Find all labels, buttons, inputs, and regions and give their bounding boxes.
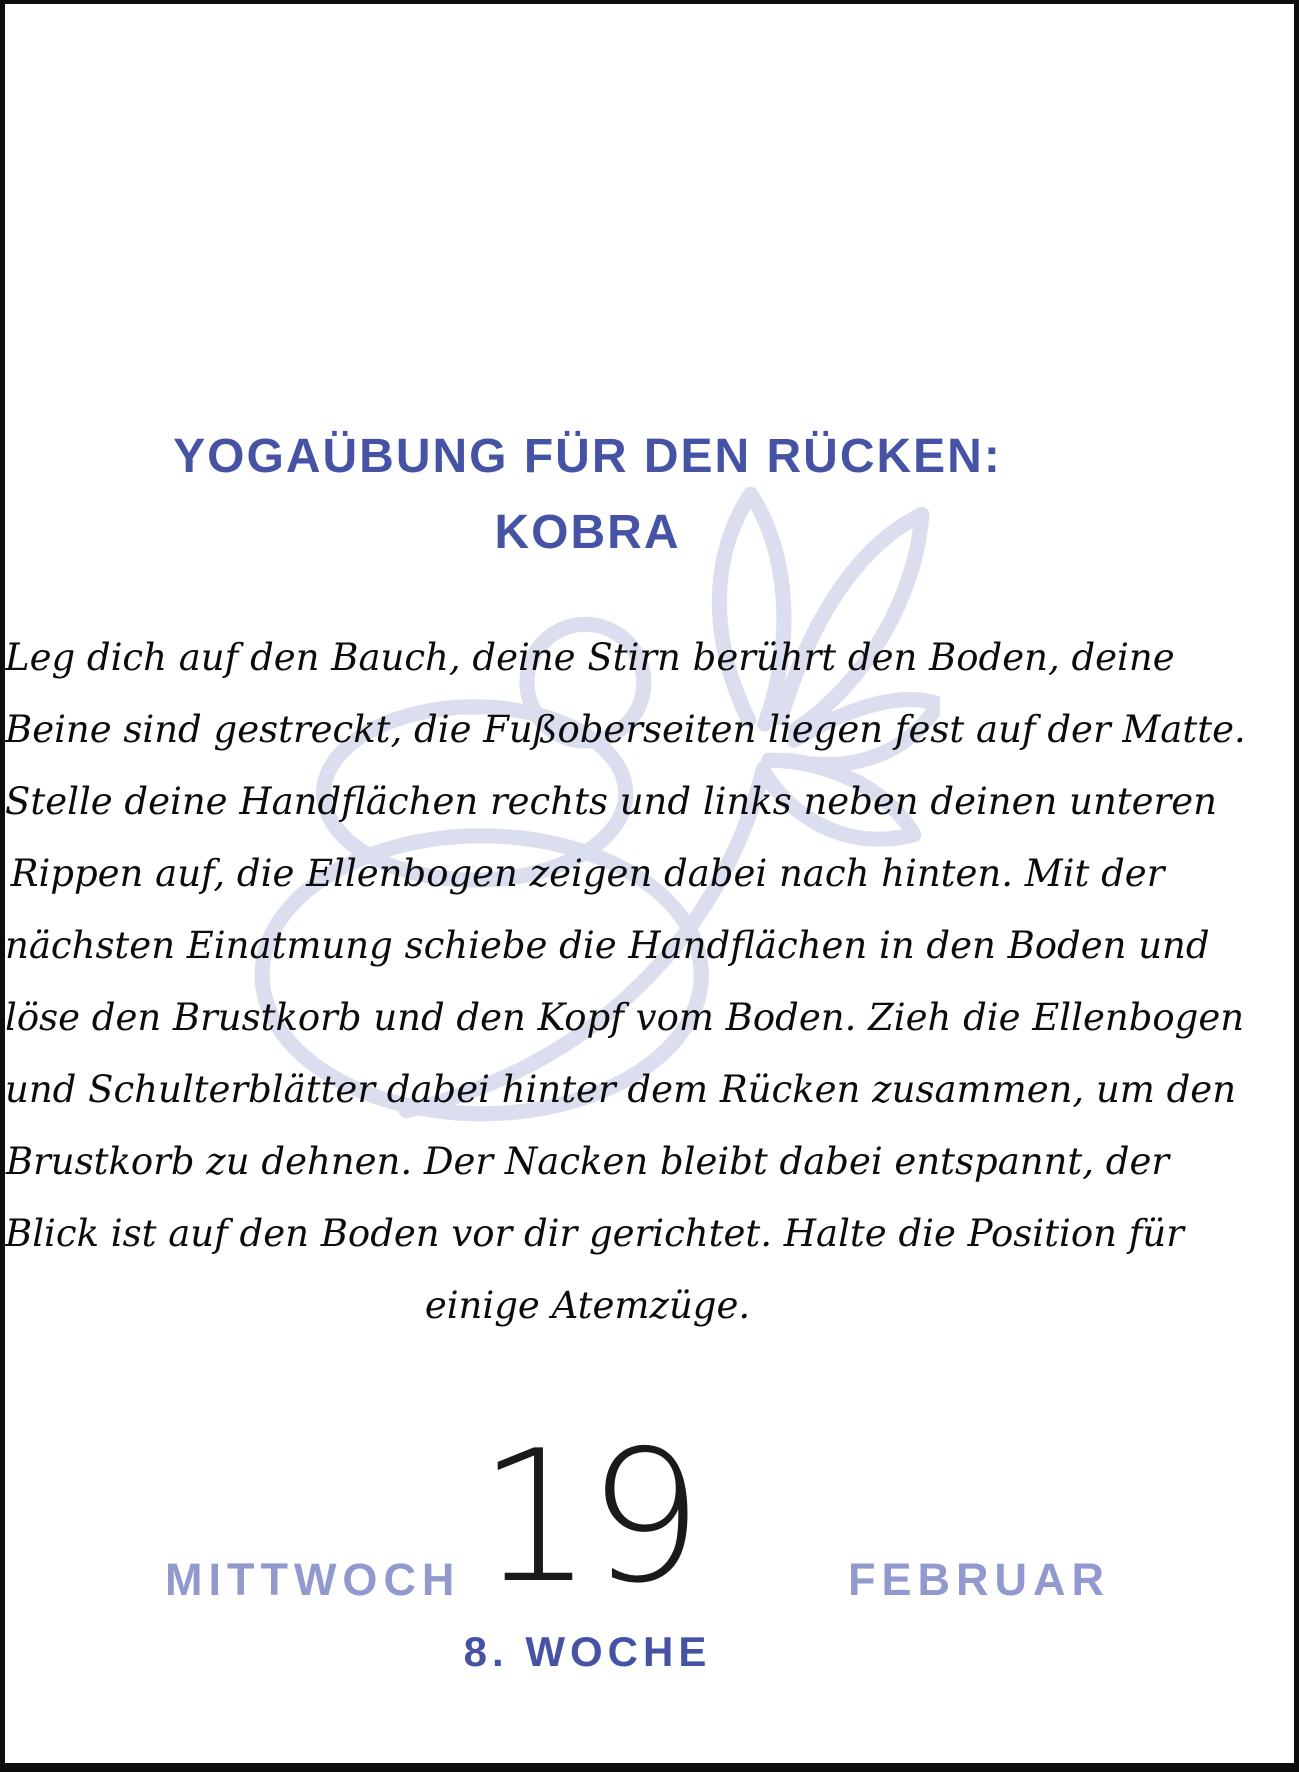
body-line: Rippen auf, die Ellenbogen zeigen dabei nach hinten. Mit der — [10, 852, 1165, 895]
body-line: einige Atemzüge. — [424, 1284, 751, 1327]
body-line: Beine sind gestreckt, die Fußoberseiten liegen fest auf der Matte. — [5, 708, 1246, 751]
day-number: 19 — [477, 1411, 698, 1623]
body-line: Leg dich auf den Bauch, deine Stirn berührt den Boden, deine — [5, 636, 1175, 679]
page-title — [5, 419, 1170, 571]
body-line: und Schulterblätter dabei hinter dem Rücken zusammen, um den — [5, 1068, 1237, 1111]
title-line-2: KOBRA — [494, 506, 681, 559]
body-line: nächsten Einatmung schiebe die Handflächen in den Boden und — [5, 924, 1210, 967]
body-line: Stelle deine Handflächen rechts und links neben deinen unteren — [5, 780, 1217, 823]
title-line-1: YOGAÜBUNG FÜR DEN RÜCKEN: — [173, 430, 1002, 483]
content-column — [5, 4, 1246, 1763]
exercise-description — [5, 622, 1246, 1342]
weekday-label: MITTWOCH — [165, 1554, 461, 1605]
body-line: Brustkorb zu dehnen. Der Nacken bleibt dabei entspannt, der — [5, 1140, 1170, 1183]
body-line: löse den Brustkorb und den Kopf vom Boden. Zieh die Ellenbogen — [5, 996, 1245, 1039]
body-line: Blick ist auf den Boden vor dir gerichtet. Halte die Position für — [5, 1212, 1184, 1255]
month-label: FEBRUAR — [848, 1554, 1110, 1605]
week-label: 8. WOCHE — [463, 1628, 712, 1675]
